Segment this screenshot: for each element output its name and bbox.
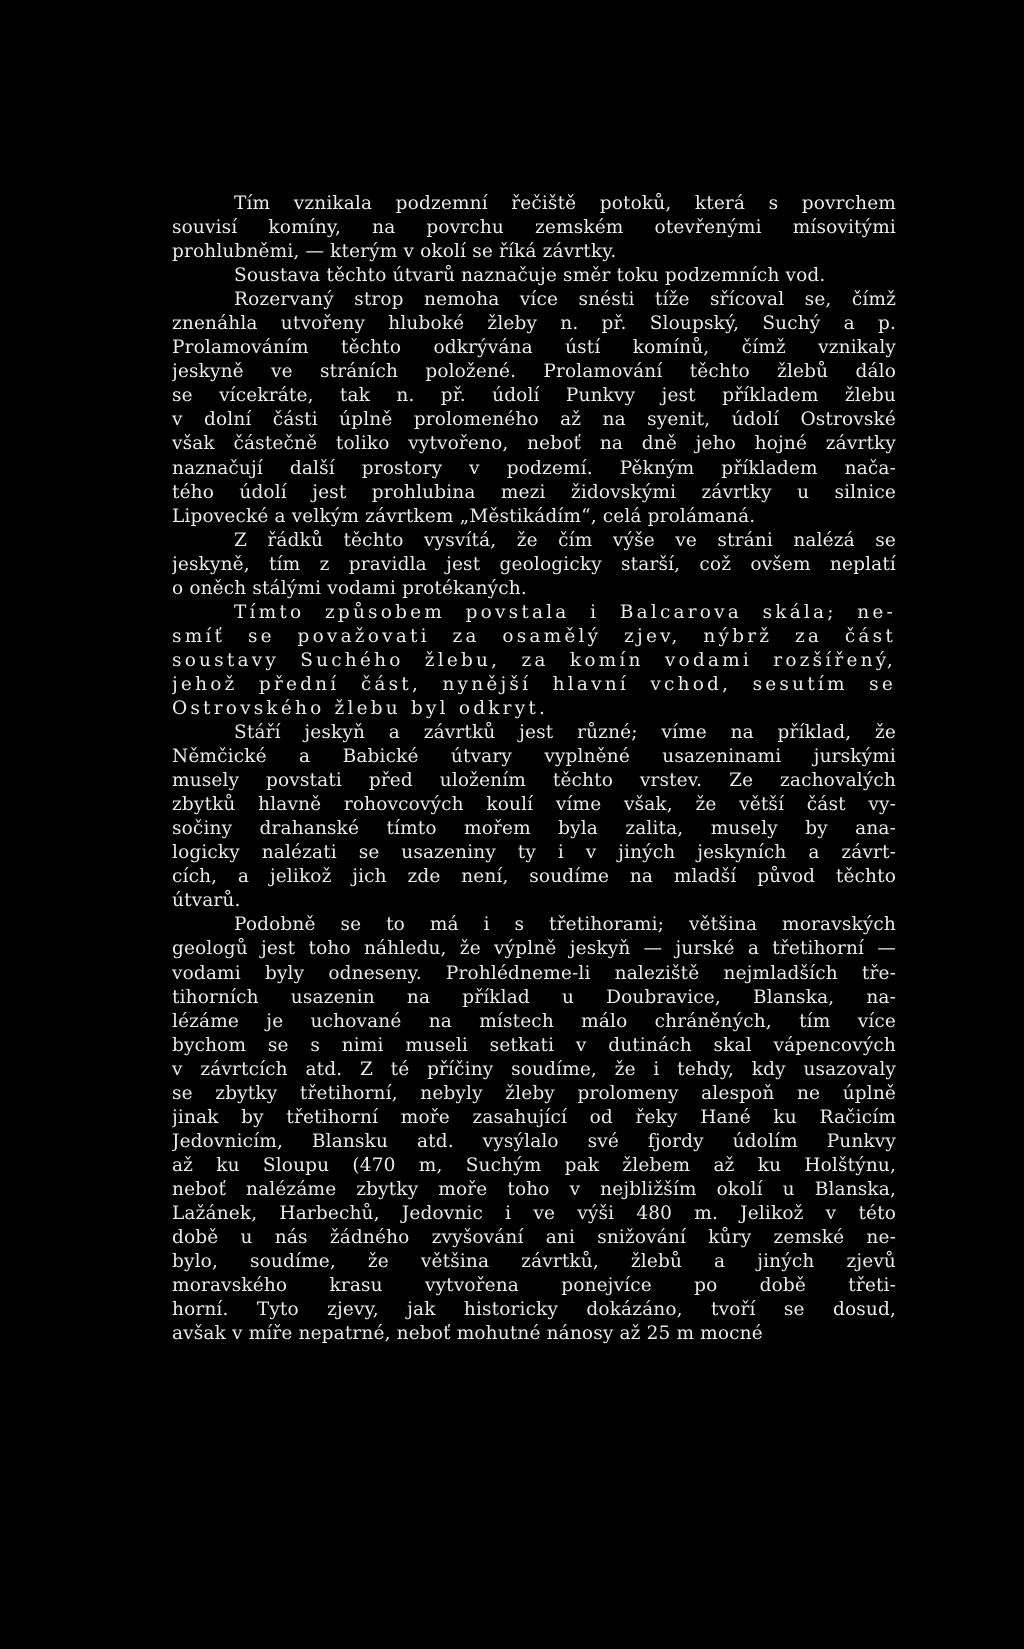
paragraph (172, 721, 896, 913)
text-line: soustavy Suchého žlebu, za komín vodami rozšířený, (172, 649, 896, 671)
text-line: bylo, soudíme, že většina závrtků, žlebů a jiných zjevů (172, 1251, 896, 1273)
text-line: jehož přední část, nynější hlavní vchod, sesutím se (172, 673, 896, 695)
text-line: Podobně se to má i s třetihorami; většina moravských (234, 914, 896, 936)
text-line: Soustava těchto útvarů naznačuje směr toku podzemních vod. (234, 265, 826, 287)
text-line: avšak v míře nepatrné, neboť mohutné nánosy až 25 m mocné (172, 1323, 763, 1345)
paragraph (172, 913, 896, 1346)
text-line: tihorních usazenin na příklad u Doubravice, Blanska, na- (172, 986, 896, 1008)
paragraph (172, 264, 896, 288)
text-line: zbytků hlavně rohovcových koulí víme však, že větší část vy- (172, 794, 896, 816)
paragraph (172, 601, 896, 721)
text-line: Tím vznikala podzemní řečiště potoků, která s povrchem (234, 193, 896, 214)
text-line: lézáme je uchované na místech málo chráněných, tím více (172, 1010, 896, 1032)
text-line: Stáří jeskyň a závrtků jest různé; víme na příklad, že (234, 722, 896, 744)
text-line: Prolamováním těchto odkrývána ústí komínů, čímž vznikaly (172, 337, 896, 359)
body-text (172, 192, 896, 1346)
paragraph (172, 288, 896, 528)
text-line: jeskyně, tím z pravidla jest geologicky starší, což ovšem neplatí (172, 553, 896, 575)
text-line: se zbytky třetihorní, nebyly žleby prolomeny alespoň ne úplně (172, 1082, 896, 1104)
text-line: Ostrovského žlebu byl odkryt. (172, 697, 549, 719)
text-line: moravského krasu vytvořena ponejvíce po době třeti- (172, 1275, 896, 1297)
text-line: v dolní části úplně prolomeného až na syenit, údolí Ostrovské (172, 409, 896, 431)
text-line: však částečně toliko vytvořeno, neboť na dně jeho hojné závrtky (172, 433, 896, 455)
text-line: Lipovecké a velkým závrtkem „Městikádím“, celá prolámaná. (172, 505, 756, 527)
text-line: souvisí komíny, na povrchu zemském otevřenými mísovitými (172, 217, 896, 239)
text-line: v závrtcích atd. Z té příčiny soudíme, že i tehdy, kdy usazovaly (172, 1058, 896, 1080)
text-line: logicky nalézati se usazeniny ty i v jiných jeskyních a závrt- (172, 842, 896, 864)
text-line: tého údolí jest prohlubina mezi židovskými závrtky u silnice (172, 481, 896, 503)
text-line: až ku Sloupu (470 m, Suchým pak žlebem až ku Holštýnu, (172, 1154, 896, 1176)
text-line: době u nás žádného zvyšování ani snižování kůry zemské ne- (172, 1227, 896, 1249)
text-line: jinak by třetihorní moře zasahující od řeky Hané ku Račicím (172, 1106, 896, 1128)
text-line: znenáhla utvořeny hluboké žleby n. př. Sloupský, Suchý a p. (172, 313, 896, 335)
text-line: Tímto způsobem povstala i Balcarova skála; ne- (234, 601, 896, 623)
text-line: sočiny drahanské tímto mořem byla zalita, musely by ana- (172, 818, 896, 840)
paragraph (172, 192, 896, 264)
text-line: Lažánek, Harbechů, Jedovnic i ve výši 480 m. Jelikož v této (172, 1202, 896, 1224)
text-line: naznačují další prostory v podzemí. Pěkným příkladem nača- (172, 457, 896, 479)
text-line: o oněch stálými vodami protékaných. (172, 577, 527, 599)
text-line: Jedovnicím, Blansku atd. vysýlalo své fjordy údolím Punkvy (172, 1130, 896, 1152)
text-line: cích, a jelikož jich zde není, soudíme na mladší původ těchto (172, 866, 896, 888)
text-line: útvarů. (172, 890, 241, 912)
text-line: vodami byly odneseny. Prohlédneme-li naleziště nejmladších tře- (172, 962, 896, 984)
text-line: horní. Tyto zjevy, jak historicky dokázáno, tvoří se dosud, (172, 1299, 896, 1321)
paragraph (172, 529, 896, 601)
text-line: smíť se považovati za osamělý zjev, nýbrž za část (172, 625, 896, 647)
text-line: se vícekráte, tak n. př. údolí Punkvy jest příkladem žlebu (172, 385, 896, 407)
text-line: geologů jest toho náhledu, že výplně jeskyň — jurské a třetihorní — (172, 938, 896, 960)
text-line: Z řádků těchto vysvítá, že čím výše ve stráni nalézá se (234, 529, 896, 551)
text-line: Němčické a Babické útvary vyplněné usazeninami jurskými (172, 746, 896, 768)
text-line: musely povstati před uložením těchto vrstev. Ze zachovalých (172, 770, 896, 792)
text-line: Rozervaný strop nemoha více snésti tíže sřícoval se, čímž (234, 289, 896, 311)
text-line: neboť nalézáme zbytky moře toho v nejbližším okolí u Blanska, (172, 1178, 896, 1200)
text-line: bychom se s nimi museli setkati v dutinách skal vápencových (172, 1034, 896, 1056)
text-line: prohlubněmi, — kterým v okolí se říká závrtky. (172, 241, 617, 263)
text-line: jeskyně ve stráních položené. Prolamování těchto žlebů dálo (172, 361, 896, 383)
